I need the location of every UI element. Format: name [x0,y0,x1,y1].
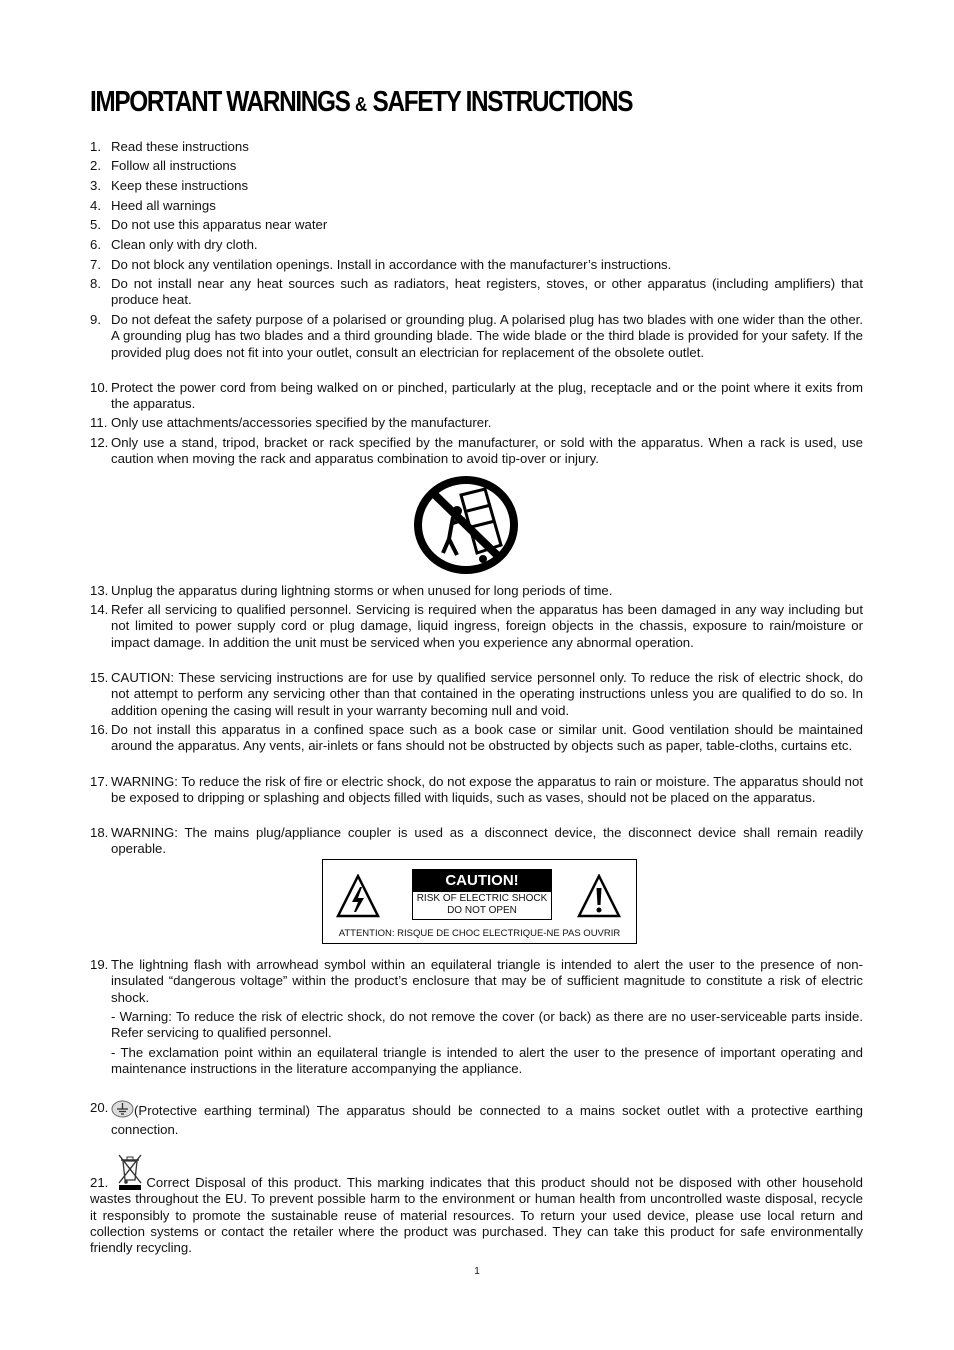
item-text: Only use a stand, tripod, bracket or rack specified by the manufacturer, or sold with the apparatus. When a rack is used, use caution when moving the rack and apparatus combination to avoid tip-over or injury. [111,435,863,467]
item-number: 6. [90,237,101,252]
list-item [90,435,863,468]
item-number: 9. [90,312,101,327]
list-item [90,825,863,858]
lightning-triangle-icon [336,874,380,918]
list-item [90,1175,863,1256]
item-text: Only use attachments/accessories specified by the manufacturer. [111,415,492,430]
list-item [90,158,863,174]
list-item [90,178,863,194]
item-text: Keep these instructions [111,178,249,193]
caution-french-text: ATTENTION: RISQUE DE CHOC ELECTRIQUE-NE PAS OUVRIR [338,928,621,939]
item-number: 12. [90,435,109,450]
item-text: Do not block any ventilation openings. Install in accordance with the manufacturer’s instructions. [111,257,672,272]
list-item [90,415,863,431]
page-title [90,86,632,119]
list-item [90,602,863,651]
item-number: 19. [90,957,109,972]
exclamation-triangle-icon [577,874,621,918]
list-item [90,312,863,361]
list-subitem: - Warning: To reduce the risk of electric shock, do not remove the cover (or back) as there are no user-serviceable parts inside. Refer servicing to qualified personnel. [111,1009,863,1041]
item-number: 11. [90,415,108,430]
item-number: 16. [90,722,109,737]
item-number: 15. [90,670,109,685]
title-main: IMPORTANT WARNINGS [90,86,350,118]
item-number: 5. [90,217,101,232]
item-text: Read these instructions [111,139,249,154]
page-number: 1 [474,1266,480,1277]
caution-warning-text [412,891,552,920]
list-item [90,276,863,309]
list-item [90,139,863,155]
title-rest: SAFETY INSTRUCTIONS [372,86,633,118]
list-item [90,583,863,599]
caution-heading: CAUTION! [412,869,552,891]
item-number: 13. [90,583,109,598]
item-text: WARNING: To reduce the risk of fire or electric shock, do not expose the apparatus to rain or moisture. The apparatus should not be exposed to dripping or splashing and objects filled with liquids, such as vases, should not be placed on the apparatus. [111,774,863,806]
caution-line-1: RISK OF ELECTRIC SHOCK [416,893,548,904]
list-item [90,237,863,253]
list-item [90,722,863,755]
item-text: Correct Disposal of this product. This marking indicates that this product should not be disposed with other household wastes throughout the EU. To prevent possible harm to the environment or human health from uncontrolled waste disposal, recycle it responsibly to promote the sustainable reuse of material resources. To return your used device, please use local return and collection systems or contact the retailer where the product was purchased. They can take this product for safe environmentally friendly recycling. [90,1175,863,1256]
item-text: CAUTION: These servicing instructions are for use by qualified service personnel only. To reduce the risk of electric shock, do not attempt to perform any servicing other than that contained in the operating instructions unless you are qualified to do so. In addition opening the casing will result in your warranty becoming null and void. [111,670,863,718]
item-text: Do not install this apparatus in a confined space such as a book case or similar unit. Good ventilation should be maintained around the apparatus. Any vents, air-inlets or fans should not be obstructed by objects such as paper, table-cloths, curtains etc. [111,722,863,754]
item-text: WARNING: The mains plug/appliance coupler is used as a disconnect device, the disconnect device shall remain readily operable. [111,825,863,857]
item-text: Do not use this apparatus near water [111,217,328,232]
item-number: 21. [90,1175,109,1190]
list-item [90,217,863,233]
item-number: 3. [90,178,101,193]
item-text: Protect the power cord from being walked on or pinched, particularly at the plug, receptacle and or the point where it exits from the apparatus. [111,380,863,412]
item-number: 14. [90,602,109,617]
caution-label [322,859,637,944]
item-text: Do not install near any heat sources such as radiators, heat registers, stoves, or other apparatus (including amplifiers) that produce heat. [111,276,863,308]
cart-tip-over-warning-icon [413,475,519,575]
list-item [90,198,863,214]
title-ampersand: & [354,94,368,116]
item-text: (Protective earthing terminal) The apparatus should be connected to a mains socket outlet with a protective earthing connection. [111,1103,863,1138]
item-text: The lightning flash with arrowhead symbol within an equilateral triangle is intended to alert the user to the presence of non-insulated “dangerous voltage” within the product’s enclosure that may be of sufficient magnitude to constitute a risk of electric shock. [111,957,863,1005]
item-text: Heed all warnings [111,198,216,213]
item-number: 8. [90,276,101,291]
item-number: 18. [90,825,109,840]
item-number: 4. [90,198,101,213]
list-subitem: - The exclamation point within an equilateral triangle is intended to alert the user to the presence of important operating and maintenance instructions in the literature accompanying the appliance. [111,1045,863,1077]
item-text: Clean only with dry cloth. [111,237,258,252]
list-item [90,1100,863,1139]
item-number: 17. [90,774,109,789]
list-item [90,380,863,413]
caution-line-2: DO NOT OPEN [447,905,517,916]
item-text: Unplug the apparatus during lightning storms or when unused for long periods of time. [111,583,613,598]
list-item [90,257,863,273]
item-number: 1. [90,139,101,154]
item-number: 2. [90,158,101,173]
item-text: Do not defeat the safety purpose of a polarised or grounding plug. A polarised plug has two blades with one wider than the other. A grounding plug has two blades and a third grounding blade. The wide blade or the third blade is provided for your safety. If the provided plug does not fit into your outlet, consult an electrician for replacement of the obsolete outlet. [111,312,863,360]
protective-earth-icon [111,1100,134,1122]
item-number: 10. [90,380,109,395]
item-number: 7. [90,257,101,272]
item-text-wrap [90,1100,863,1139]
item-number: 20. [90,1100,109,1115]
item-text: Refer all servicing to qualified personnel. Servicing is required when the apparatus has been damaged in any way including but not limited to power supply cord or plug damage, liquid ingress, foreign objects in the chassis, exposure to rain/moisture or impact damage. In addition the unit must be serviced when you experience any abnormal operation. [111,602,863,650]
list-item [90,957,863,1006]
list-item [90,670,863,719]
list-item [90,774,863,807]
item-text: Follow all instructions [111,158,237,173]
